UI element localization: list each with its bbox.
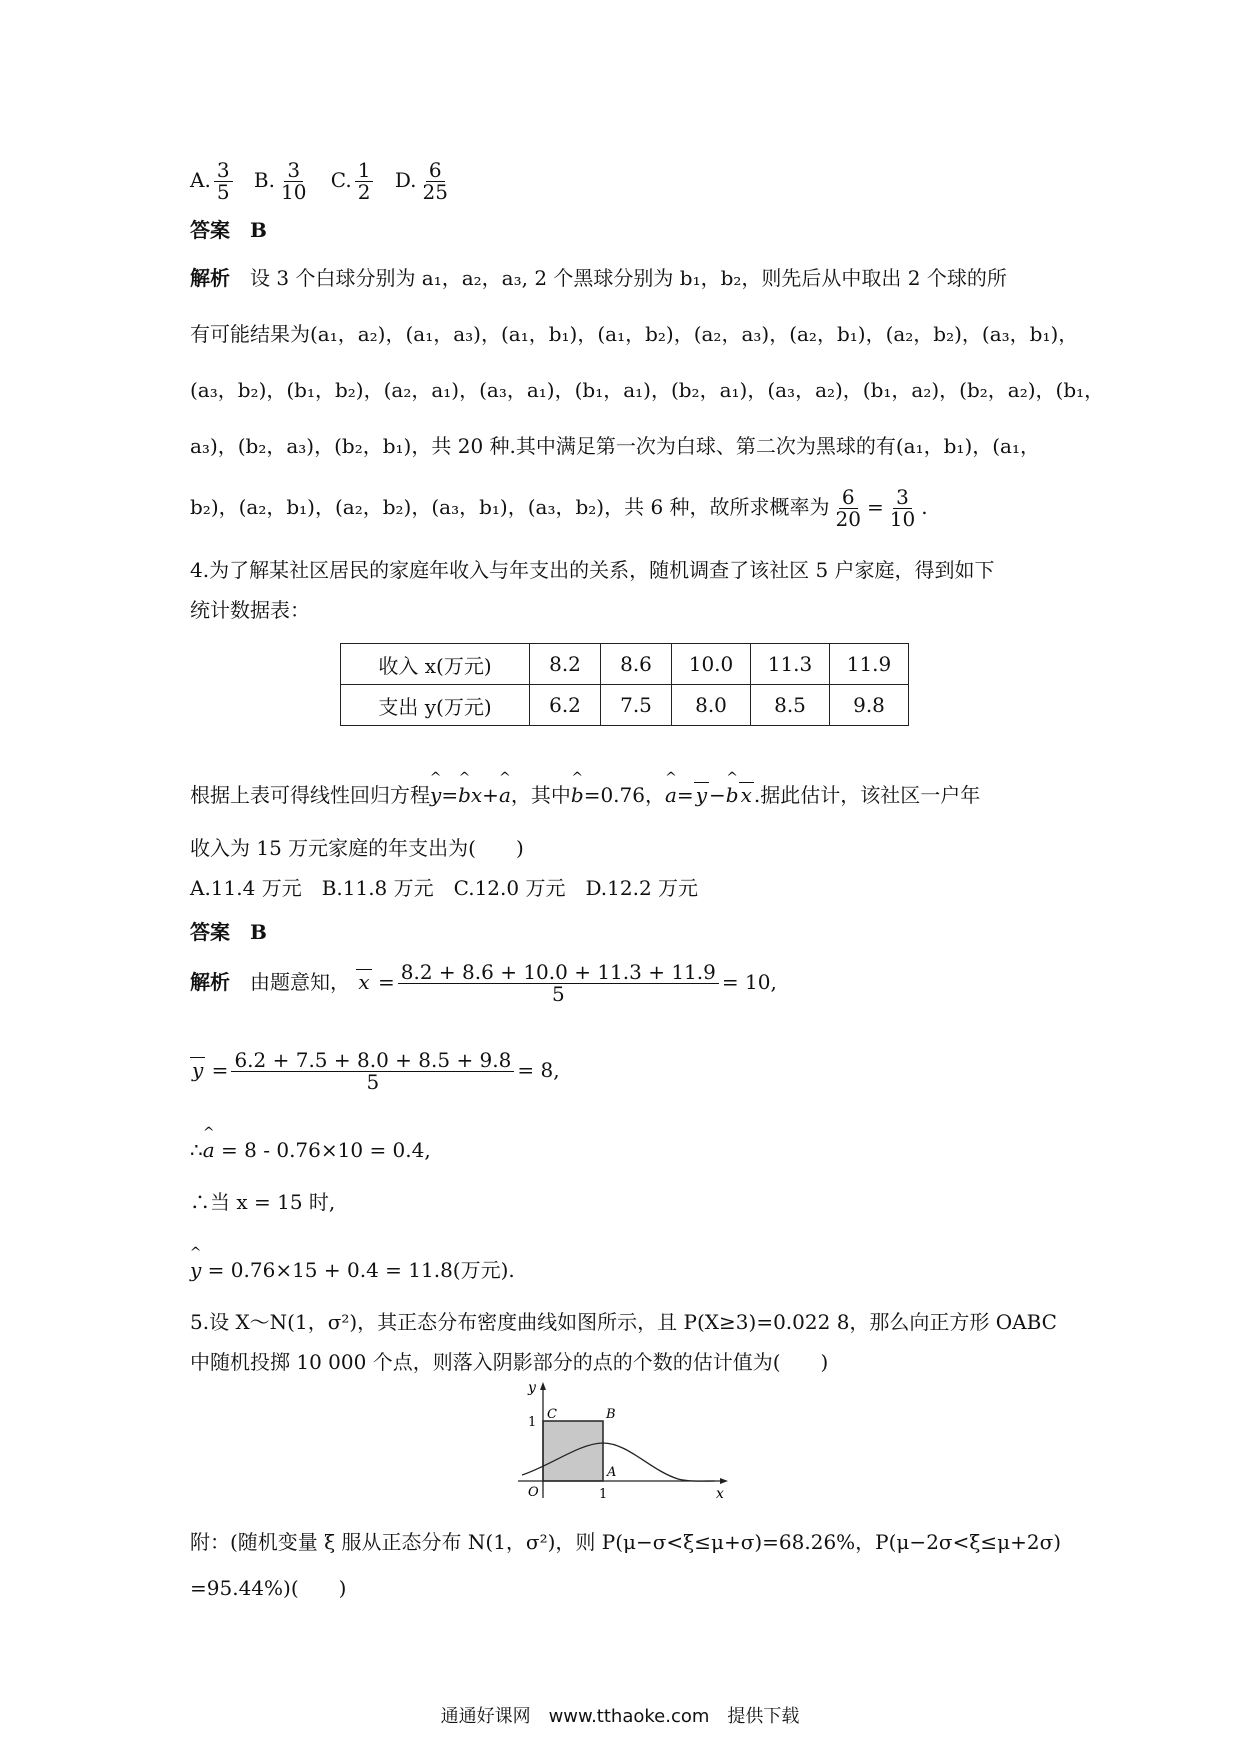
table-cell: 收入 x(万元) xyxy=(341,644,530,685)
y-axis-label: y xyxy=(528,1380,536,1396)
table-cell: 6.2 xyxy=(530,685,601,726)
q4-analysis-ahat: ∴^ a = 8 - 0.76×10 = 0.4, xyxy=(190,1140,431,1160)
q5-stem-line-1: 5.设 X～N(1，σ²)，其正态分布密度曲线如图所示，且 P(X≥3)=0.022 8，那么向正方形 OABC xyxy=(190,1310,1057,1334)
x-tick-1: 1 xyxy=(599,1487,608,1502)
q5-stem-line-2: 中随机投掷 10 000 个点，则落入阴影部分的点的个数的估计值为( ) xyxy=(190,1350,829,1374)
q4-analysis-yhat: ^ y = 0.76×15 + 0.4 = 11.8(万元). xyxy=(190,1260,515,1280)
point-c-label: C xyxy=(547,1407,557,1422)
option-b: B. $\frac{3}{10}$ xyxy=(253,158,307,204)
q3-options xyxy=(190,160,454,203)
q5-appendix-line-1: 附：(随机变量 ξ 服从正态分布 N(1，σ²)，则 P(μ−σ<ξ≤μ+σ)=68.26%，P(μ−2σ<ξ≤μ+2σ) xyxy=(190,1530,1062,1554)
x-axis-arrow xyxy=(720,1478,728,1484)
q4-regression-line-2: 收入为 15 万元家庭的年支出为( ) xyxy=(190,836,524,860)
origin-label: O xyxy=(528,1485,539,1500)
table-cell: 8.0 xyxy=(672,685,751,726)
y-axis-arrow xyxy=(540,1382,546,1390)
table-cell: 11.3 xyxy=(751,644,830,685)
q3-analysis-line-2: 有可能结果为(a₁，a₂)，(a₁，a₃)，(a₁，b₁)，(a₁，b₂)，(a₂，a₃)，(a₂，b₁)，(a₂，b₂)，(a₃，b₁)， xyxy=(190,322,1079,346)
q4-options: A.11.4 万元 B.11.8 万元 C.12.0 万元 D.12.2 万元 xyxy=(190,876,699,900)
q3-analysis-line-4: a₃)，(b₂，a₃)，(b₂，b₁)，共 20 种.其中满足第一次为白球、第二次为黑球的有(a₁，b₁)，(a₁， xyxy=(190,434,1040,458)
q4-answer: 答案 B xyxy=(190,920,267,944)
table-cell: 8.5 xyxy=(751,685,830,726)
table-cell: 7.5 xyxy=(601,685,672,726)
normal-curve-figure xyxy=(510,1378,740,1503)
q3-answer: 答案 B xyxy=(190,218,267,242)
x-axis-label: x xyxy=(716,1486,724,1502)
table-cell: 9.8 xyxy=(830,685,909,726)
q3-analysis-line-1: 解析 设 3 个白球分别为 a₁，a₂，a₃, 2 个黑球分别为 b₁，b₂，则先后从中取出 2 个球的所 xyxy=(190,266,1007,290)
table-cell: 支出 y(万元) xyxy=(341,685,530,726)
option-c: C. $\frac{1}{2}$ xyxy=(331,168,377,192)
q4-stem-line-2: 统计数据表： xyxy=(190,598,310,622)
option-d: D. $\frac{6}{25}$ xyxy=(394,158,448,204)
data-table xyxy=(340,643,909,726)
q4-analysis-xbar: 解析 由题意知， x = $\frac{8.2 + 8.6 + 10.0 + 11.3 + 11.9}{5}$ = 10, xyxy=(190,960,777,1006)
page-footer: 通通好课网 www.tthaoke.com 提供下载 xyxy=(440,1706,800,1727)
option-a: A. $\frac{3}{5}$ xyxy=(190,168,236,192)
table-cell: 11.9 xyxy=(830,644,909,685)
q5-appendix-line-2: =95.44%)( ) xyxy=(190,1576,347,1600)
q3-analysis-line-3: (a₃，b₂)，(b₁，b₂)，(a₂，a₁)，(a₃，a₁)，(b₁，a₁)，(b₂，a₁)，(a₃，a₂)，(b₁，a₂)，(b₂，a₂)，(b₁， xyxy=(190,378,1105,402)
point-a-label: A xyxy=(607,1465,617,1480)
table-cell: 8.2 xyxy=(530,644,601,685)
q4-analysis-when: ∴当 x = 15 时, xyxy=(190,1190,336,1214)
q3-analysis-line-5: b₂)，(a₂，b₁)，(a₂，b₂)，(a₃，b₁)，(a₃，b₂)，共 6 种，故所求概率为 $\frac{6}{20}$ = $\frac{3}{10}$ . xyxy=(190,485,928,531)
table-row xyxy=(341,644,909,685)
table-row xyxy=(341,685,909,726)
table-cell: 10.0 xyxy=(672,644,751,685)
q4-stem-line-1: 4.为了解某社区居民的家庭年收入与年支出的关系，随机调查了该社区 5 户家庭，得到如下 xyxy=(190,558,995,582)
q4-regression-line-1: 根据上表可得线性回归方程^ y=^ bx+^ a，其中^ b=0.76，^ a= y −^ b x .据此估计，该社区一户年 xyxy=(190,785,980,805)
point-b-label: B xyxy=(606,1407,616,1422)
y-tick-1: 1 xyxy=(528,1415,537,1430)
table-cell: 8.6 xyxy=(601,644,672,685)
q4-analysis-ybar: y = $\frac{6.2 + 7.5 + 8.0 + 8.5 + 9.8}{5}$ = 8, xyxy=(192,1048,560,1094)
